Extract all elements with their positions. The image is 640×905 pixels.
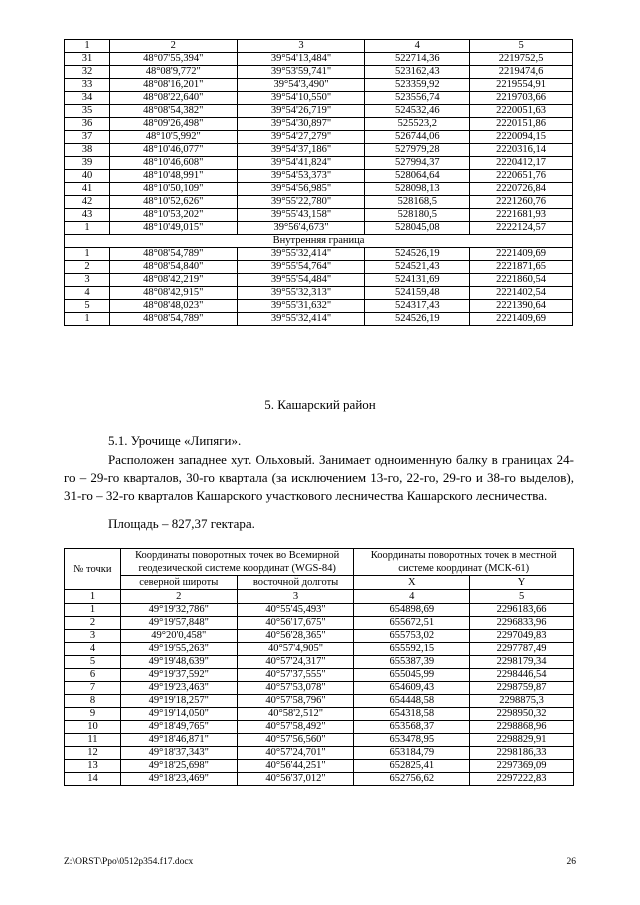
table-cell: 48°10'49,015" <box>109 222 237 235</box>
table-cell: 48°08'22,640" <box>109 92 237 105</box>
table-cell: 653478,95 <box>354 734 470 747</box>
table-cell: 37 <box>65 131 110 144</box>
table-cell: 7 <box>65 682 121 695</box>
boundary-coordinates-table-continued <box>64 39 573 326</box>
table-cell: 9 <box>65 708 121 721</box>
lipyagi-point-rows <box>65 604 574 786</box>
table-cell: 653184,79 <box>354 747 470 760</box>
table-cell: 522714,36 <box>365 53 470 66</box>
table-row <box>65 183 573 196</box>
page-number: 26 <box>566 857 576 867</box>
table-cell: 39°55'54,764" <box>237 261 365 274</box>
table-cell: 48°08'42,915" <box>109 287 237 300</box>
inner-boundary-label: Внутренняя граница <box>65 235 573 248</box>
table-cell: 35 <box>65 105 110 118</box>
table-row <box>65 144 573 157</box>
table-cell: 39°55'31,632" <box>237 300 365 313</box>
lipyagi-coordinates-table <box>64 548 574 786</box>
table-cell: 2220051,63 <box>470 105 573 118</box>
area-paragraph: Площадь – 827,37 гектара. <box>108 516 255 531</box>
table-cell: 6 <box>65 669 121 682</box>
table-cell: 14 <box>65 773 121 786</box>
table-cell: 1 <box>65 313 110 326</box>
table-row <box>65 131 573 144</box>
table-cell: 2 <box>65 617 121 630</box>
table-cell: 48°07'55,394" <box>109 53 237 66</box>
table-cell: 48°08'48,023" <box>109 300 237 313</box>
table-cell: 528098,13 <box>365 183 470 196</box>
table-cell: 2221402,54 <box>470 287 573 300</box>
table-row <box>65 721 574 734</box>
table-cell: 524159,48 <box>365 287 470 300</box>
table-cell: 2222124,57 <box>470 222 573 235</box>
column-number-row: 1 2 3 4 5 <box>65 590 574 604</box>
table-cell: 49°19'55,263" <box>120 643 237 656</box>
table-cell: 2221409,69 <box>470 313 573 326</box>
table-cell: 13 <box>65 760 121 773</box>
table-row <box>65 287 573 300</box>
table-cell: 33 <box>65 79 110 92</box>
table-cell: 2298950,32 <box>470 708 574 721</box>
description-paragraph: Расположен западнее хут. Ольховый. Занимает одноименную балку в границах 24-го – 29-го кварталов, 30-го квартала (за исключением 13-го, 22-го, 29-го и 38-го выделов), 31-го – 32-го кварталов Кашарского участкового лесничества Кашарского лесничества. <box>64 452 574 503</box>
table-cell: 43 <box>65 209 110 222</box>
table-cell: 39°54'10,550" <box>237 92 365 105</box>
table-cell: 654898,69 <box>354 604 470 617</box>
table-cell: 40°57'4,905" <box>237 643 354 656</box>
table-cell: 2297222,83 <box>470 773 574 786</box>
point-number-header: № точки <box>65 549 121 590</box>
table-cell: 49°19'37,592" <box>120 669 237 682</box>
table-cell: 48°08'54,789" <box>109 248 237 261</box>
table-cell: 527994,37 <box>365 157 470 170</box>
table-cell: 654609,43 <box>354 682 470 695</box>
table-cell: 526744,06 <box>365 131 470 144</box>
table-row <box>65 92 573 105</box>
table-row <box>65 682 574 695</box>
table-row <box>65 773 574 786</box>
table-cell: 528180,5 <box>365 209 470 222</box>
table-cell: 655592,15 <box>354 643 470 656</box>
table-cell: 49°19'14,050" <box>120 708 237 721</box>
table-cell: 39°54'26,719" <box>237 105 365 118</box>
table-row <box>65 157 573 170</box>
table-row <box>65 261 573 274</box>
table-cell: 48°10'52,626" <box>109 196 237 209</box>
subheader-row <box>65 576 574 590</box>
table-cell: 4 <box>65 643 121 656</box>
table-row <box>65 604 574 617</box>
table-cell: 39°54'41,824" <box>237 157 365 170</box>
table-cell: 2219474,6 <box>470 66 573 79</box>
table-cell: 2221860,54 <box>470 274 573 287</box>
table-cell: 2298186,33 <box>470 747 574 760</box>
inner-boundary-rows <box>65 248 573 326</box>
msk61-header: Координаты поворотных точек в местной системе координат (МСК-61) <box>354 549 574 576</box>
table-cell: 40°57'56,560" <box>237 734 354 747</box>
table-cell: 2221681,93 <box>470 209 573 222</box>
table-row <box>65 313 573 326</box>
table-cell: 523556,74 <box>365 92 470 105</box>
header-row <box>65 549 574 576</box>
table-cell: 654448,58 <box>354 695 470 708</box>
table-cell: 3 <box>65 630 121 643</box>
table-cell: 39°54'27,279" <box>237 131 365 144</box>
table-cell: 3 <box>65 274 110 287</box>
table-cell: 41 <box>65 183 110 196</box>
table-cell: 39°54'13,484" <box>237 53 365 66</box>
table-cell: 2219703,66 <box>470 92 573 105</box>
table-cell: 48°10'5,992" <box>109 131 237 144</box>
table-row <box>65 656 574 669</box>
table-cell: 523359,92 <box>365 79 470 92</box>
table-row <box>65 105 573 118</box>
table-row <box>65 118 573 131</box>
table-cell: 39°53'59,741" <box>237 66 365 79</box>
table-cell: 39°55'54,484" <box>237 274 365 287</box>
table-cell: 524521,43 <box>365 261 470 274</box>
table-cell: 655045,99 <box>354 669 470 682</box>
table-cell: 49°18'49,765" <box>120 721 237 734</box>
table-row <box>65 53 573 66</box>
table-cell: 48°08'42,219" <box>109 274 237 287</box>
table-cell: 49°20'0,458" <box>120 630 237 643</box>
table-cell: 48°10'50,109" <box>109 183 237 196</box>
table-cell: 654318,58 <box>354 708 470 721</box>
table-cell: 40°56'17,675" <box>237 617 354 630</box>
table-cell: 5 <box>65 300 110 313</box>
table-cell: 2298759,87 <box>470 682 574 695</box>
table-cell: 2221260,76 <box>470 196 573 209</box>
table-row <box>65 617 574 630</box>
table-row <box>65 708 574 721</box>
table-cell: 528064,64 <box>365 170 470 183</box>
table-cell: 11 <box>65 734 121 747</box>
table-cell: 49°19'18,257" <box>120 695 237 708</box>
table-cell: 10 <box>65 721 121 734</box>
table-cell: 39 <box>65 157 110 170</box>
table-row <box>65 300 573 313</box>
table-cell: 49°19'23,463" <box>120 682 237 695</box>
table-cell: 524532,46 <box>365 105 470 118</box>
table-row <box>65 669 574 682</box>
table-cell: 40°56'44,251" <box>237 760 354 773</box>
table-cell: 2219752,5 <box>470 53 573 66</box>
table-row <box>65 760 574 773</box>
table-cell: 1 <box>65 604 121 617</box>
table-cell: 40°57'24,701" <box>237 747 354 760</box>
table-row <box>65 66 573 79</box>
table-cell: 48°08'16,201" <box>109 79 237 92</box>
table-cell: 2298868,96 <box>470 721 574 734</box>
subsection-title: 5.1. Урочище «Липяги». <box>108 433 242 448</box>
table-cell: 49°18'46,871" <box>120 734 237 747</box>
table-cell: 2220151,86 <box>470 118 573 131</box>
table-cell: 653568,37 <box>354 721 470 734</box>
table-cell: 48°08'54,789" <box>109 313 237 326</box>
table-cell: 525523,2 <box>365 118 470 131</box>
table-cell: 40°57'24,317" <box>237 656 354 669</box>
table-cell: 34 <box>65 92 110 105</box>
table-cell: 48°08'54,840" <box>109 261 237 274</box>
table-cell: 655753,02 <box>354 630 470 643</box>
table-cell: 40°58'2,512" <box>237 708 354 721</box>
table-cell: 48°08'54,382" <box>109 105 237 118</box>
table-cell: 42 <box>65 196 110 209</box>
table-row <box>65 170 573 183</box>
table-cell: 8 <box>65 695 121 708</box>
table-cell: 524131,69 <box>365 274 470 287</box>
table-cell: 39°54'3,490" <box>237 79 365 92</box>
column-number-row: 1 2 3 4 5 <box>65 40 573 53</box>
table-cell: 48°10'46,077" <box>109 144 237 157</box>
table-cell: 652825,41 <box>354 760 470 773</box>
table-cell: 39°55'32,313" <box>237 287 365 300</box>
table-cell: 48°10'46,608" <box>109 157 237 170</box>
table-cell: 49°18'25,698" <box>120 760 237 773</box>
table-cell: 12 <box>65 747 121 760</box>
table-cell: 2296183,66 <box>470 604 574 617</box>
table-cell: 31 <box>65 53 110 66</box>
table-cell: 1 <box>65 222 110 235</box>
table-cell: 2298829,91 <box>470 734 574 747</box>
table-cell: 39°55'32,414" <box>237 248 365 261</box>
file-path: Z:\ORST\Ppo\0512p354.f17.docx <box>64 857 194 867</box>
table-cell: 39°55'32,414" <box>237 313 365 326</box>
table-cell: 49°19'48,639" <box>120 656 237 669</box>
table-cell: 49°18'23,469" <box>120 773 237 786</box>
longitude-header: восточной долготы <box>237 576 354 590</box>
section-title: 5. Кашарский район <box>264 397 376 412</box>
table-cell: 39°55'43,158" <box>237 209 365 222</box>
table-row <box>65 196 573 209</box>
table-row <box>65 734 574 747</box>
table-cell: 2221390,64 <box>470 300 573 313</box>
inner-boundary-label-row <box>65 235 573 248</box>
table-row <box>65 747 574 760</box>
table-cell: 2298875,3 <box>470 695 574 708</box>
table-cell: 5 <box>65 656 121 669</box>
table-cell: 524526,19 <box>365 313 470 326</box>
y-header: Y <box>470 576 574 590</box>
table-cell: 40°55'45,493" <box>237 604 354 617</box>
table-cell: 2221871,65 <box>470 261 573 274</box>
table-cell: 524526,19 <box>365 248 470 261</box>
table-cell: 655387,39 <box>354 656 470 669</box>
table-cell: 2297049,83 <box>470 630 574 643</box>
table-cell: 48°09'26,498" <box>109 118 237 131</box>
table-cell: 655672,51 <box>354 617 470 630</box>
table-cell: 528045,08 <box>365 222 470 235</box>
table-cell: 527979,28 <box>365 144 470 157</box>
table-cell: 39°54'37,186" <box>237 144 365 157</box>
table-cell: 49°19'32,786" <box>120 604 237 617</box>
table-row <box>65 209 573 222</box>
table-cell: 38 <box>65 144 110 157</box>
table-cell: 32 <box>65 66 110 79</box>
table-cell: 48°10'53,202" <box>109 209 237 222</box>
table-cell: 39°54'53,373" <box>237 170 365 183</box>
table-cell: 40 <box>65 170 110 183</box>
table-row <box>65 248 573 261</box>
table-cell: 2219554,91 <box>470 79 573 92</box>
table-row <box>65 79 573 92</box>
table-cell: 40°57'58,796" <box>237 695 354 708</box>
table-cell: 2220726,84 <box>470 183 573 196</box>
x-header: X <box>354 576 470 590</box>
table-cell: 40°56'37,012" <box>237 773 354 786</box>
table-cell: 49°19'57,848" <box>120 617 237 630</box>
table-cell: 48°10'48,991" <box>109 170 237 183</box>
table-cell: 39°54'56,985" <box>237 183 365 196</box>
table-row <box>65 222 573 235</box>
table-cell: 40°57'58,492" <box>237 721 354 734</box>
table-cell: 524317,43 <box>365 300 470 313</box>
table-row <box>65 643 574 656</box>
table-cell: 652756,62 <box>354 773 470 786</box>
table-cell: 2296833,96 <box>470 617 574 630</box>
table-cell: 2298179,34 <box>470 656 574 669</box>
table-cell: 1 <box>65 248 110 261</box>
table-cell: 2297787,49 <box>470 643 574 656</box>
table-cell: 40°57'53,078" <box>237 682 354 695</box>
table-row <box>65 630 574 643</box>
table-cell: 48°08'9,772" <box>109 66 237 79</box>
table-cell: 39°56'4,673" <box>237 222 365 235</box>
table-cell: 39°54'30,897" <box>237 118 365 131</box>
table-row <box>65 695 574 708</box>
table-cell: 2221409,69 <box>470 248 573 261</box>
table-cell: 49°18'37,343" <box>120 747 237 760</box>
table-cell: 2297369,09 <box>470 760 574 773</box>
table-cell: 39°55'22,780" <box>237 196 365 209</box>
latitude-header: северной широты <box>120 576 237 590</box>
table-cell: 2298446,54 <box>470 669 574 682</box>
table-cell: 2220651,76 <box>470 170 573 183</box>
table-cell: 528168,5 <box>365 196 470 209</box>
table-cell: 2220412,17 <box>470 157 573 170</box>
table-cell: 40°56'28,365" <box>237 630 354 643</box>
table-cell: 2 <box>65 261 110 274</box>
outer-boundary-rows <box>65 53 573 235</box>
table-cell: 2220316,14 <box>470 144 573 157</box>
table-row <box>65 274 573 287</box>
table-cell: 40°57'37,555" <box>237 669 354 682</box>
table-cell: 4 <box>65 287 110 300</box>
table-cell: 36 <box>65 118 110 131</box>
table-cell: 2220094,15 <box>470 131 573 144</box>
wgs84-header: Координаты поворотных точек во Всемирной геодезической системе координат (WGS-84) <box>120 549 354 576</box>
table-cell: 523162,43 <box>365 66 470 79</box>
